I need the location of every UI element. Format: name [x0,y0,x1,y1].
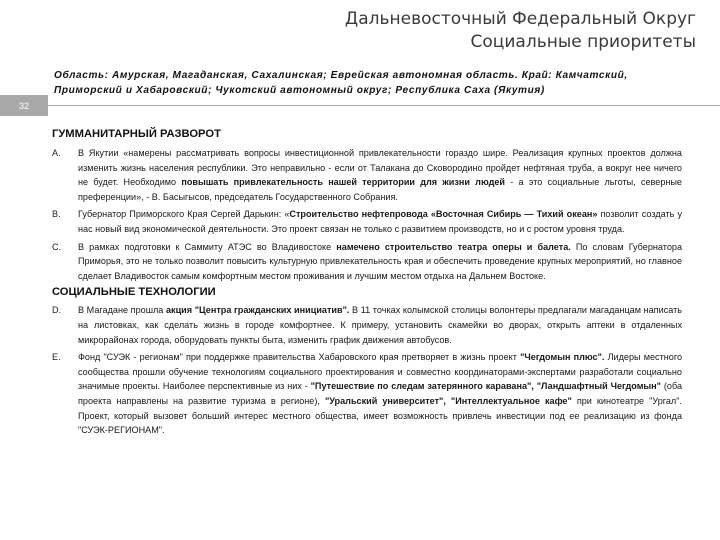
slide-number: 32 [0,95,48,116]
title-line-2: Социальные приоритеты [470,32,696,52]
item-text: В Магадане прошла акция "Центра гражданских инициатив". В 11 точках колымской столицы волонтеры предлагали магаданцам написать на листовках, как сделать жизнь в городе комфортнее. К примеру, установить скамейки во дворах, открыть аптеки в отдаленных микрорайонах города, оборудовать пункты быта, изменить график движения автобусов. [78,305,682,345]
item-text: В рамках подготовки к Саммиту АТЭС во Владивостоке намечено строительство театра оперы и балета. По словам Губернатора Приморья, это не только позволит повысить культурную привлекательность края и обеспечить проведение крупных мероприятий, но главное сделает Владивосток самым комфортным местом проживания и лучшим местом отдыха на Дальнем Востоке. [78,241,682,281]
item-text: Губернатор Приморского Края Сергей Дарькин: «Строительство нефтепровода «Восточная Сибирь — Тихий океан» позволит создать у нас новый вид экономической деятельности. Это проект связан не только с развитием производств, но и с ростом уровня труда. [78,209,682,234]
item-letter: D. [52,305,62,316]
item-text: Фонд "СУЭК - регионам" при поддержке правительства Хабаровского края претворяет в жизнь проект "Чегдомын плюс". Лидеры местного сообщества прошли обучение технологиям социального проектирования и совместно координаторами-экспертами разработали социально значимые проекты. Наиболее перспективные из них - "Путешествие по следам затерянного каравана", "Ландшафтный Чегдомын" (оба проекта направлены на развитие туризма в регионе), "Уральский университет", "Интеллектуальное кафе" при кинотеатре "Ургал". Проект, который вызовет больший интерес местного общества, имеет возможность привлечь инвестиции под ее реализацию из фонда "СУЭК-РЕГИОНАМ". [78,352,683,436]
list-item [52,207,682,236]
region-line-1: Область: Амурская, Магаданская, Сахалинская; Еврейская автономная область. Край: Камчатский, [54,70,628,81]
list-item [52,303,682,347]
region-line-2: Приморский и Хабаровский; Чукотский автономный округ; Республика Саха (Якутия) [54,85,545,96]
divider-line [48,105,720,106]
section-title-humanitarian: ГУММАНИТАРНЫЙ РАЗВОРОТ [52,128,221,140]
item-letter: B. [52,209,61,220]
title-line-1: Дальневосточный Федеральный Округ [344,9,696,29]
divider-bar [0,95,720,116]
region-list [54,68,696,98]
list-item [52,240,682,284]
item-letter: E. [52,352,61,363]
item-letter: C. [52,241,62,252]
item-text: В Якутии «намерены рассматривать вопросы инвестиционной привлекательности гораздо шире. Реализация крупных проектов должна изменить жизнь населения республики. Это неправильно - если от Талакана до Сковородино пройдет нефтяная труба, а вокруг нее ничего не будет. Необходимо повышать привлекательность нашей территории для жизни людей - а это социальные льготы, северные преференции», - В. Басыгысов, председатель Государственного Собрания. [78,148,682,202]
item-letter: A. [52,148,61,158]
list-item [52,350,682,438]
list-item [52,146,682,204]
section-title-social-tech: СОЦИАЛЬНЫЕ ТЕХНОЛОГИИ [52,286,216,299]
slide-title [345,8,696,54]
slide-content [52,128,682,441]
